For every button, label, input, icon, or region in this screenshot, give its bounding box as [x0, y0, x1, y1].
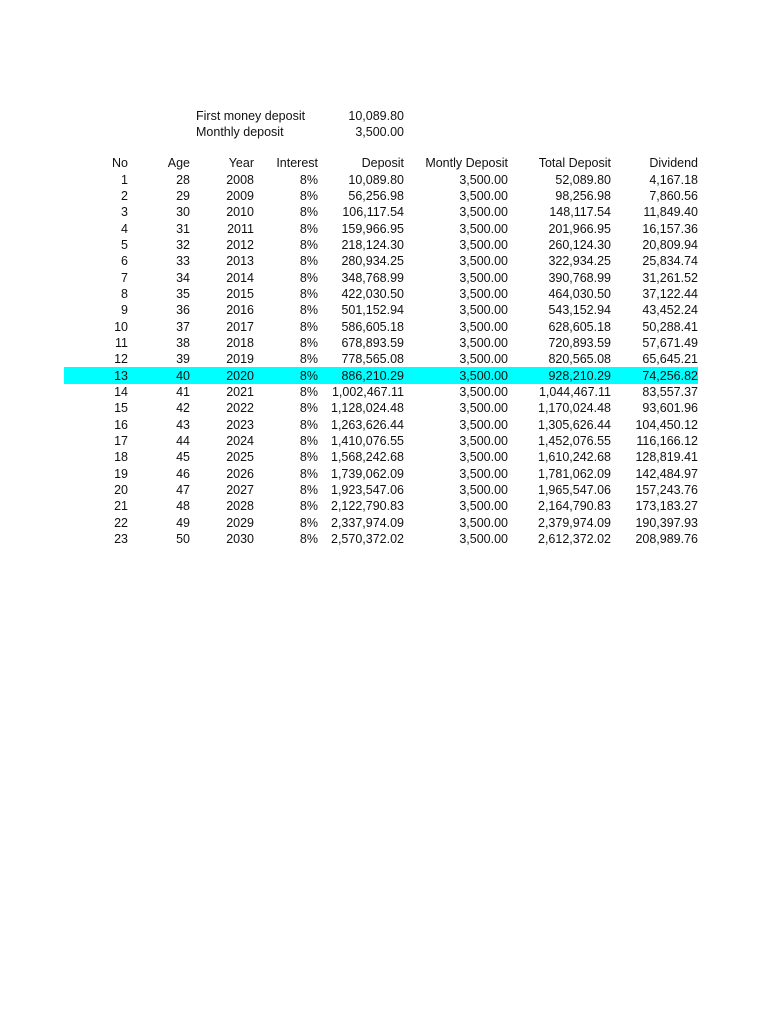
cell-dividend: 7,860.56: [649, 188, 698, 203]
cell-deposit: 1,128,024.48: [331, 401, 404, 416]
cell-age: 38: [176, 335, 190, 350]
cell-year: 2016: [226, 303, 254, 318]
cell-interest: 8%: [299, 450, 318, 465]
cell-interest: 8%: [299, 352, 318, 367]
cell-dividend: 25,834.74: [642, 254, 698, 269]
cell-dividend: 208,989.76: [635, 532, 698, 547]
highlighted-table-row: [64, 367, 698, 383]
cell-age: 37: [176, 319, 190, 334]
cell-interest: 8%: [299, 319, 318, 334]
cell-interest: 8%: [299, 434, 318, 449]
cell-age: 46: [176, 466, 190, 481]
cell-dividend: 173,183.27: [635, 499, 698, 514]
table-row: [64, 335, 698, 351]
table-row: [64, 449, 698, 465]
cell-no: 17: [114, 434, 128, 449]
cell-deposit: 10,089.80: [348, 172, 404, 187]
cell-year: 2023: [226, 417, 254, 432]
cell-year: 2018: [226, 335, 254, 350]
cell-monthly-deposit: 3,500.00: [459, 499, 508, 514]
cell-no: 9: [121, 303, 128, 318]
cell-dividend: 20,809.94: [642, 237, 698, 252]
cell-dividend: 74,256.82: [611, 367, 698, 383]
cell-total-deposit: 322,934.25: [548, 254, 611, 269]
cell-no: 13: [64, 367, 128, 383]
cell-dividend: 4,167.18: [649, 172, 698, 187]
cell-no: 11: [115, 335, 128, 350]
cell-total-deposit: 2,379,974.09: [538, 515, 611, 530]
cell-deposit: 280,934.25: [341, 254, 404, 269]
cell-year: 2022: [226, 401, 254, 416]
cell-no: 19: [114, 466, 128, 481]
cell-monthly-deposit: 3,500.00: [459, 417, 508, 432]
cell-monthly-deposit: 3,500.00: [459, 205, 508, 220]
cell-deposit: 778,565.08: [341, 352, 404, 367]
cell-monthly-deposit: 3,500.00: [459, 515, 508, 530]
cell-year: 2030: [226, 532, 254, 547]
table-row: [64, 188, 698, 204]
cell-deposit: 159,966.95: [341, 221, 404, 236]
cell-year: 2011: [227, 221, 254, 236]
cell-year: 2021: [226, 384, 254, 399]
cell-total-deposit: 820,565.08: [548, 352, 611, 367]
cell-no: 2: [121, 188, 128, 203]
cell-monthly-deposit: 3,500.00: [459, 286, 508, 301]
cell-age: 42: [176, 401, 190, 416]
cell-interest: 8%: [299, 237, 318, 252]
table-row: [64, 417, 698, 433]
cell-interest: 8%: [299, 303, 318, 318]
cell-no: 7: [121, 270, 128, 285]
cell-dividend: 16,157.36: [642, 221, 698, 236]
cell-year: 2028: [226, 499, 254, 514]
cell-age: 30: [176, 205, 190, 220]
column-header-deposit: Deposit: [361, 156, 404, 171]
column-header-dividend: Dividend: [649, 156, 698, 171]
cell-age: 33: [176, 254, 190, 269]
cell-age: 41: [176, 384, 190, 399]
table-row: [64, 351, 698, 367]
cell-deposit: 886,210.29: [318, 367, 404, 383]
cell-deposit: 678,893.59: [341, 335, 404, 350]
column-header-no: No: [112, 156, 128, 171]
first-deposit-row: [196, 108, 408, 124]
cell-dividend: 43,452.24: [642, 303, 698, 318]
cell-dividend: 93,601.96: [642, 401, 698, 416]
table-row: [64, 171, 698, 187]
cell-monthly-deposit: 3,500.00: [459, 450, 508, 465]
table-row: [64, 400, 698, 416]
cell-total-deposit: 1,170,024.48: [538, 401, 611, 416]
cell-interest: 8%: [299, 515, 318, 530]
cell-total-deposit: 464,030.50: [548, 286, 611, 301]
cell-no: 15: [114, 401, 128, 416]
cell-total-deposit: 390,768.99: [548, 270, 611, 285]
cell-deposit: 218,124.30: [341, 237, 404, 252]
cell-monthly-deposit: 3,500.00: [459, 303, 508, 318]
cell-monthly-deposit: 3,500.00: [459, 237, 508, 252]
cell-deposit: 2,337,974.09: [331, 515, 404, 530]
cell-age: 32: [176, 237, 190, 252]
table-row: [64, 302, 698, 318]
cell-no: 12: [114, 352, 128, 367]
column-header-interest: Interest: [276, 156, 318, 171]
table-header: [64, 155, 698, 171]
cell-monthly-deposit: 3,500.00: [459, 319, 508, 334]
cell-year: 2017: [226, 319, 254, 334]
cell-interest: 8%: [299, 483, 318, 498]
cell-no: 4: [121, 221, 128, 236]
cell-deposit: 1,263,626.44: [331, 417, 404, 432]
table-row: [64, 220, 698, 236]
cell-monthly-deposit: 3,500.00: [459, 254, 508, 269]
cell-age: 40: [128, 367, 190, 383]
cell-year: 2026: [226, 466, 254, 481]
column-header-year: Year: [228, 156, 254, 171]
cell-total-deposit: 98,256.98: [555, 188, 611, 203]
cell-interest: 8%: [299, 335, 318, 350]
cell-dividend: 104,450.12: [635, 417, 698, 432]
cell-year: 2024: [226, 434, 254, 449]
monthly-deposit-label: Monthly deposit: [196, 125, 284, 139]
cell-monthly-deposit: 3,500.00: [459, 466, 508, 481]
cell-age: 35: [176, 286, 190, 301]
cell-dividend: 142,484.97: [635, 466, 698, 481]
table-row: [64, 482, 698, 498]
cell-interest: 8%: [299, 466, 318, 481]
cell-age: 39: [176, 352, 190, 367]
first-deposit-value: 10,089.80: [348, 109, 404, 123]
cell-year: 2008: [226, 172, 254, 187]
cell-age: 36: [176, 303, 190, 318]
cell-dividend: 190,397.93: [635, 515, 698, 530]
cell-deposit: 1,739,062.09: [331, 466, 404, 481]
table-row: [64, 498, 698, 514]
cell-age: 45: [176, 450, 190, 465]
cell-no: 8: [121, 286, 128, 301]
cell-monthly-deposit: 3,500.00: [459, 188, 508, 203]
cell-monthly-deposit: 3,500.00: [459, 270, 508, 285]
cell-no: 20: [114, 483, 128, 498]
table-row: [64, 433, 698, 449]
cell-deposit: 348,768.99: [341, 270, 404, 285]
table-row: [64, 237, 698, 253]
cell-no: 16: [114, 417, 128, 432]
cell-year: 2013: [226, 254, 254, 269]
cell-dividend: 50,288.41: [642, 319, 698, 334]
cell-interest: 8%: [299, 221, 318, 236]
cell-age: 48: [176, 499, 190, 514]
cell-monthly-deposit: 3,500.00: [459, 221, 508, 236]
cell-no: 22: [114, 515, 128, 530]
cell-monthly-deposit: 3,500.00: [459, 483, 508, 498]
cell-no: 5: [121, 237, 128, 252]
cell-deposit: 1,410,076.55: [331, 434, 404, 449]
cell-age: 29: [176, 188, 190, 203]
cell-dividend: 83,557.37: [642, 384, 698, 399]
cell-interest: 8%: [299, 254, 318, 269]
cell-interest: 8%: [299, 532, 318, 547]
cell-no: 23: [114, 532, 128, 547]
cell-interest: 8%: [299, 499, 318, 514]
cell-deposit: 422,030.50: [341, 286, 404, 301]
cell-dividend: 128,819.41: [635, 450, 698, 465]
cell-total-deposit: 52,089.80: [555, 172, 611, 187]
cell-monthly-deposit: 3,500.00: [459, 434, 508, 449]
monthly-deposit-value: 3,500.00: [355, 125, 404, 139]
cell-total-deposit: 201,966.95: [548, 221, 611, 236]
cell-year: 2025: [226, 450, 254, 465]
cell-dividend: 65,645.21: [642, 352, 698, 367]
cell-year: 2020: [190, 367, 254, 383]
cell-total-deposit: 1,965,547.06: [538, 483, 611, 498]
cell-age: 49: [176, 515, 190, 530]
cell-interest: 8%: [299, 286, 318, 301]
cell-deposit: 1,002,467.11: [331, 384, 404, 399]
cell-age: 50: [176, 532, 190, 547]
first-deposit-label: First money deposit: [196, 109, 306, 123]
cell-interest: 8%: [299, 417, 318, 432]
cell-no: 10: [114, 319, 128, 334]
cell-deposit: 1,923,547.06: [331, 483, 404, 498]
cell-no: 1: [121, 172, 128, 187]
cell-age: 43: [176, 417, 190, 432]
cell-interest: 8%: [299, 172, 318, 187]
cell-total-deposit: 628,605.18: [548, 319, 611, 334]
monthly-deposit-row: [196, 124, 408, 140]
cell-year: 2015: [226, 286, 254, 301]
cell-age: 34: [176, 270, 190, 285]
cell-interest: 8%: [299, 270, 318, 285]
cell-deposit: 2,570,372.02: [331, 532, 404, 547]
cell-total-deposit: 720,893.59: [548, 335, 611, 350]
cell-age: 28: [176, 172, 190, 187]
cell-no: 6: [121, 254, 128, 269]
cell-total-deposit: 543,152.94: [548, 303, 611, 318]
cell-interest: 8%: [299, 384, 318, 399]
cell-deposit: 106,117.54: [342, 205, 404, 220]
cell-monthly-deposit: 3,500.00: [459, 532, 508, 547]
cell-no: 14: [114, 384, 128, 399]
table-row: [64, 466, 698, 482]
column-header-monthly-deposit: Montly Deposit: [425, 156, 508, 171]
cell-total-deposit: 1,044,467.11: [538, 384, 611, 399]
column-header-age: Age: [167, 156, 190, 171]
deposit-summary: [196, 108, 408, 140]
cell-year: 2029: [226, 515, 254, 530]
cell-no: 3: [121, 205, 128, 220]
cell-total-deposit: 1,610,242.68: [538, 450, 611, 465]
cell-dividend: 57,671.49: [642, 335, 698, 350]
table-row: [64, 204, 698, 220]
cell-interest: 8%: [254, 367, 318, 383]
cell-dividend: 37,122.44: [642, 286, 698, 301]
table-row: [64, 269, 698, 285]
cell-deposit: 2,122,790.83: [331, 499, 404, 514]
cell-deposit: 586,605.18: [341, 319, 404, 334]
table-row: [64, 384, 698, 400]
cell-monthly-deposit: 3,500.00: [459, 401, 508, 416]
cell-total-deposit: 2,164,790.83: [538, 499, 611, 514]
cell-dividend: 11,849.40: [643, 205, 698, 220]
table-row: [64, 253, 698, 269]
table-row: [64, 286, 698, 302]
cell-year: 2010: [226, 205, 254, 220]
cell-total-deposit: 2,612,372.02: [538, 532, 611, 547]
cell-total-deposit: 1,452,076.55: [538, 434, 611, 449]
cell-dividend: 116,166.12: [636, 434, 698, 449]
cell-monthly-deposit: 3,500.00: [459, 335, 508, 350]
table-row: [64, 515, 698, 531]
table-body: [64, 171, 698, 547]
cell-year: 2027: [226, 483, 254, 498]
cell-total-deposit: 928,210.29: [508, 367, 611, 383]
cell-no: 18: [114, 450, 128, 465]
cell-dividend: 157,243.76: [635, 483, 698, 498]
cell-age: 44: [176, 434, 190, 449]
column-header-total-deposit: Total Deposit: [538, 156, 611, 171]
cell-deposit: 501,152.94: [341, 303, 404, 318]
cell-total-deposit: 1,781,062.09: [538, 466, 611, 481]
cell-age: 47: [176, 483, 190, 498]
cell-dividend: 31,261.52: [642, 270, 698, 285]
savings-table: [64, 155, 698, 547]
table-row: [64, 318, 698, 334]
cell-year: 2012: [226, 237, 254, 252]
cell-no: 21: [114, 499, 128, 514]
cell-age: 31: [176, 221, 190, 236]
cell-monthly-deposit: 3,500.00: [404, 367, 508, 383]
cell-deposit: 1,568,242.68: [331, 450, 404, 465]
cell-monthly-deposit: 3,500.00: [459, 384, 508, 399]
cell-interest: 8%: [299, 401, 318, 416]
cell-deposit: 56,256.98: [348, 188, 404, 203]
cell-interest: 8%: [299, 205, 318, 220]
cell-interest: 8%: [299, 188, 318, 203]
table-row: [64, 531, 698, 547]
cell-year: 2014: [226, 270, 254, 285]
cell-year: 2009: [226, 188, 254, 203]
cell-year: 2019: [226, 352, 254, 367]
cell-total-deposit: 260,124.30: [548, 237, 611, 252]
cell-monthly-deposit: 3,500.00: [459, 352, 508, 367]
cell-total-deposit: 148,117.54: [549, 205, 611, 220]
cell-total-deposit: 1,305,626.44: [538, 417, 611, 432]
cell-monthly-deposit: 3,500.00: [459, 172, 508, 187]
